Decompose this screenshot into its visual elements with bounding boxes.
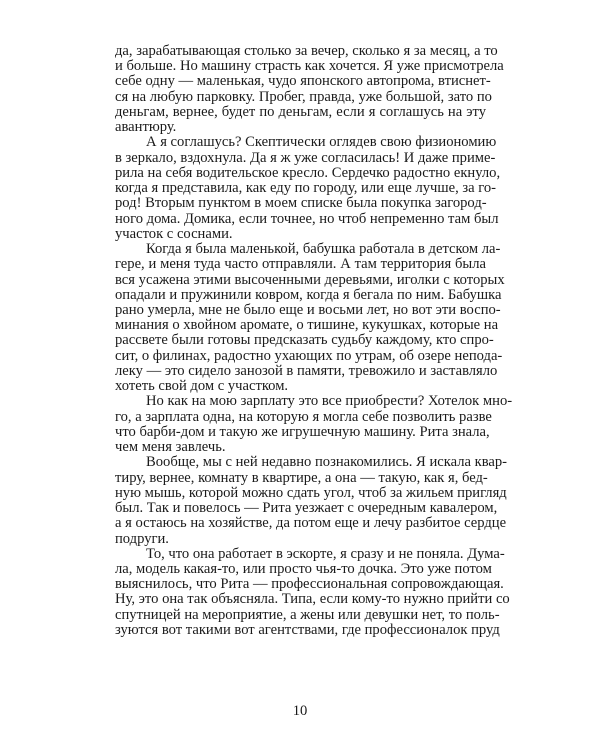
text-line: А я соглашусь? Скептически оглядев свою физиономию	[146, 134, 497, 151]
text-line: чем меня завлечь.	[115, 439, 226, 456]
text-line: подруги.	[115, 530, 169, 547]
text-line: минания о хвойном аромате, о тишине, кукушках, которые на	[115, 317, 499, 334]
text-line: го, а зарплата одна, на которую я могла себе позволить разве	[115, 408, 492, 425]
text-line: авантюру.	[115, 119, 177, 136]
text-line: Вообще, мы с ней недавно познакомились. Я искала квар-	[146, 454, 508, 471]
paragraph	[115, 454, 508, 547]
text-line: ную мышь, которой можно сдать угол, чтоб за жильем пригляд	[115, 484, 507, 501]
page-number: 10	[292, 703, 308, 719]
text-line: да, зарабатывающая столько за вечер, сколько я за месяц, а то	[115, 43, 498, 59]
text-line: спутницей на мероприятие, а жены или девушки нет, то поль-	[115, 606, 500, 623]
text-line: Но как на мою зарплату это все приобрести? Хотелок мно-	[146, 393, 513, 410]
paragraph	[115, 545, 510, 638]
text-line: Ну, это она так объясняла. Типа, если кому-то нужно прийти со	[115, 591, 510, 608]
text-line: хотеть свой дом с участком.	[115, 378, 289, 395]
text-line: рила на себя водительское кресло. Сердечко радостно екнуло,	[115, 164, 501, 181]
paragraph	[115, 43, 504, 136]
text-line: То, что она работает в эскорте, я сразу и не поняла. Дума-	[146, 545, 505, 562]
text-line: рассвете были готовы предсказать судьбу каждому, кто спро-	[115, 332, 494, 349]
text-line: род! Вторым пунктом в моем списке была покупка загород-	[115, 195, 487, 212]
text-line: и больше. Но машину страсть как хочется. Я уже присмотрела	[115, 58, 504, 75]
text-line: зуются вот такими вот агентствами, где профессионалок пруд	[115, 621, 500, 638]
text-line: выяснилось, что Рита — профессиональная сопровождающая.	[115, 576, 504, 593]
body-text	[115, 43, 513, 638]
text-line: был. Так и повелось — Рита уезжает с очередным кавалером,	[115, 500, 498, 517]
paragraph	[115, 241, 505, 395]
text-line: гере, и меня туда часто отправляли. А там территория была	[115, 256, 486, 273]
text-line: леку — это сидело занозой в памяти, тревожило и заставляло	[115, 362, 498, 379]
text-line: в зеркало, вздохнула. Да я ж уже согласилась! И даже приме-	[115, 149, 496, 166]
text-line: себе одну — маленькая, чудо японского автопрома, втиснет-	[115, 73, 491, 90]
text-line: что барби-дом и такую же игрушечную машину. Рита знала,	[115, 423, 490, 440]
text-line: ся на любую парковку. Пробег, правда, уже большой, зато по	[115, 88, 492, 105]
text-line: участок с соснами.	[115, 225, 233, 242]
text-line: вся усажена этими высоченными деревьями, иголки с которых	[115, 271, 505, 288]
text-line: а я остаюсь на хозяйстве, да потом еще и лечу разбитое сердце	[115, 515, 507, 532]
text-line: когда я представила, как еду по городу, или еще лучше, за го-	[115, 180, 497, 197]
text-line: тиру, вернее, комнату в квартире, а она — такую, как я, бед-	[115, 469, 488, 486]
paragraph	[115, 134, 501, 242]
text-line: Когда я была маленькой, бабушка работала в детском ла-	[146, 241, 501, 258]
text-line: ла, модель какая-то, или просто чья-то дочка. Это уже потом	[115, 560, 492, 577]
text-line: ного дома. Домика, если точнее, но чтоб непременно там был	[115, 210, 499, 227]
paragraph	[115, 393, 513, 456]
text-line: опадали и пружинили ковром, когда я бегала по ним. Бабушка	[115, 286, 502, 303]
text-line: рано умерла, мне не было еще и восьми лет, но вот эти воспо-	[115, 301, 501, 318]
text-line: деньгам, вернее, будет по деньгам, если я соглашусь на эту	[115, 103, 486, 120]
text-line: сит, о филинах, радостно ухающих по утрам, об озере непода-	[115, 347, 503, 364]
